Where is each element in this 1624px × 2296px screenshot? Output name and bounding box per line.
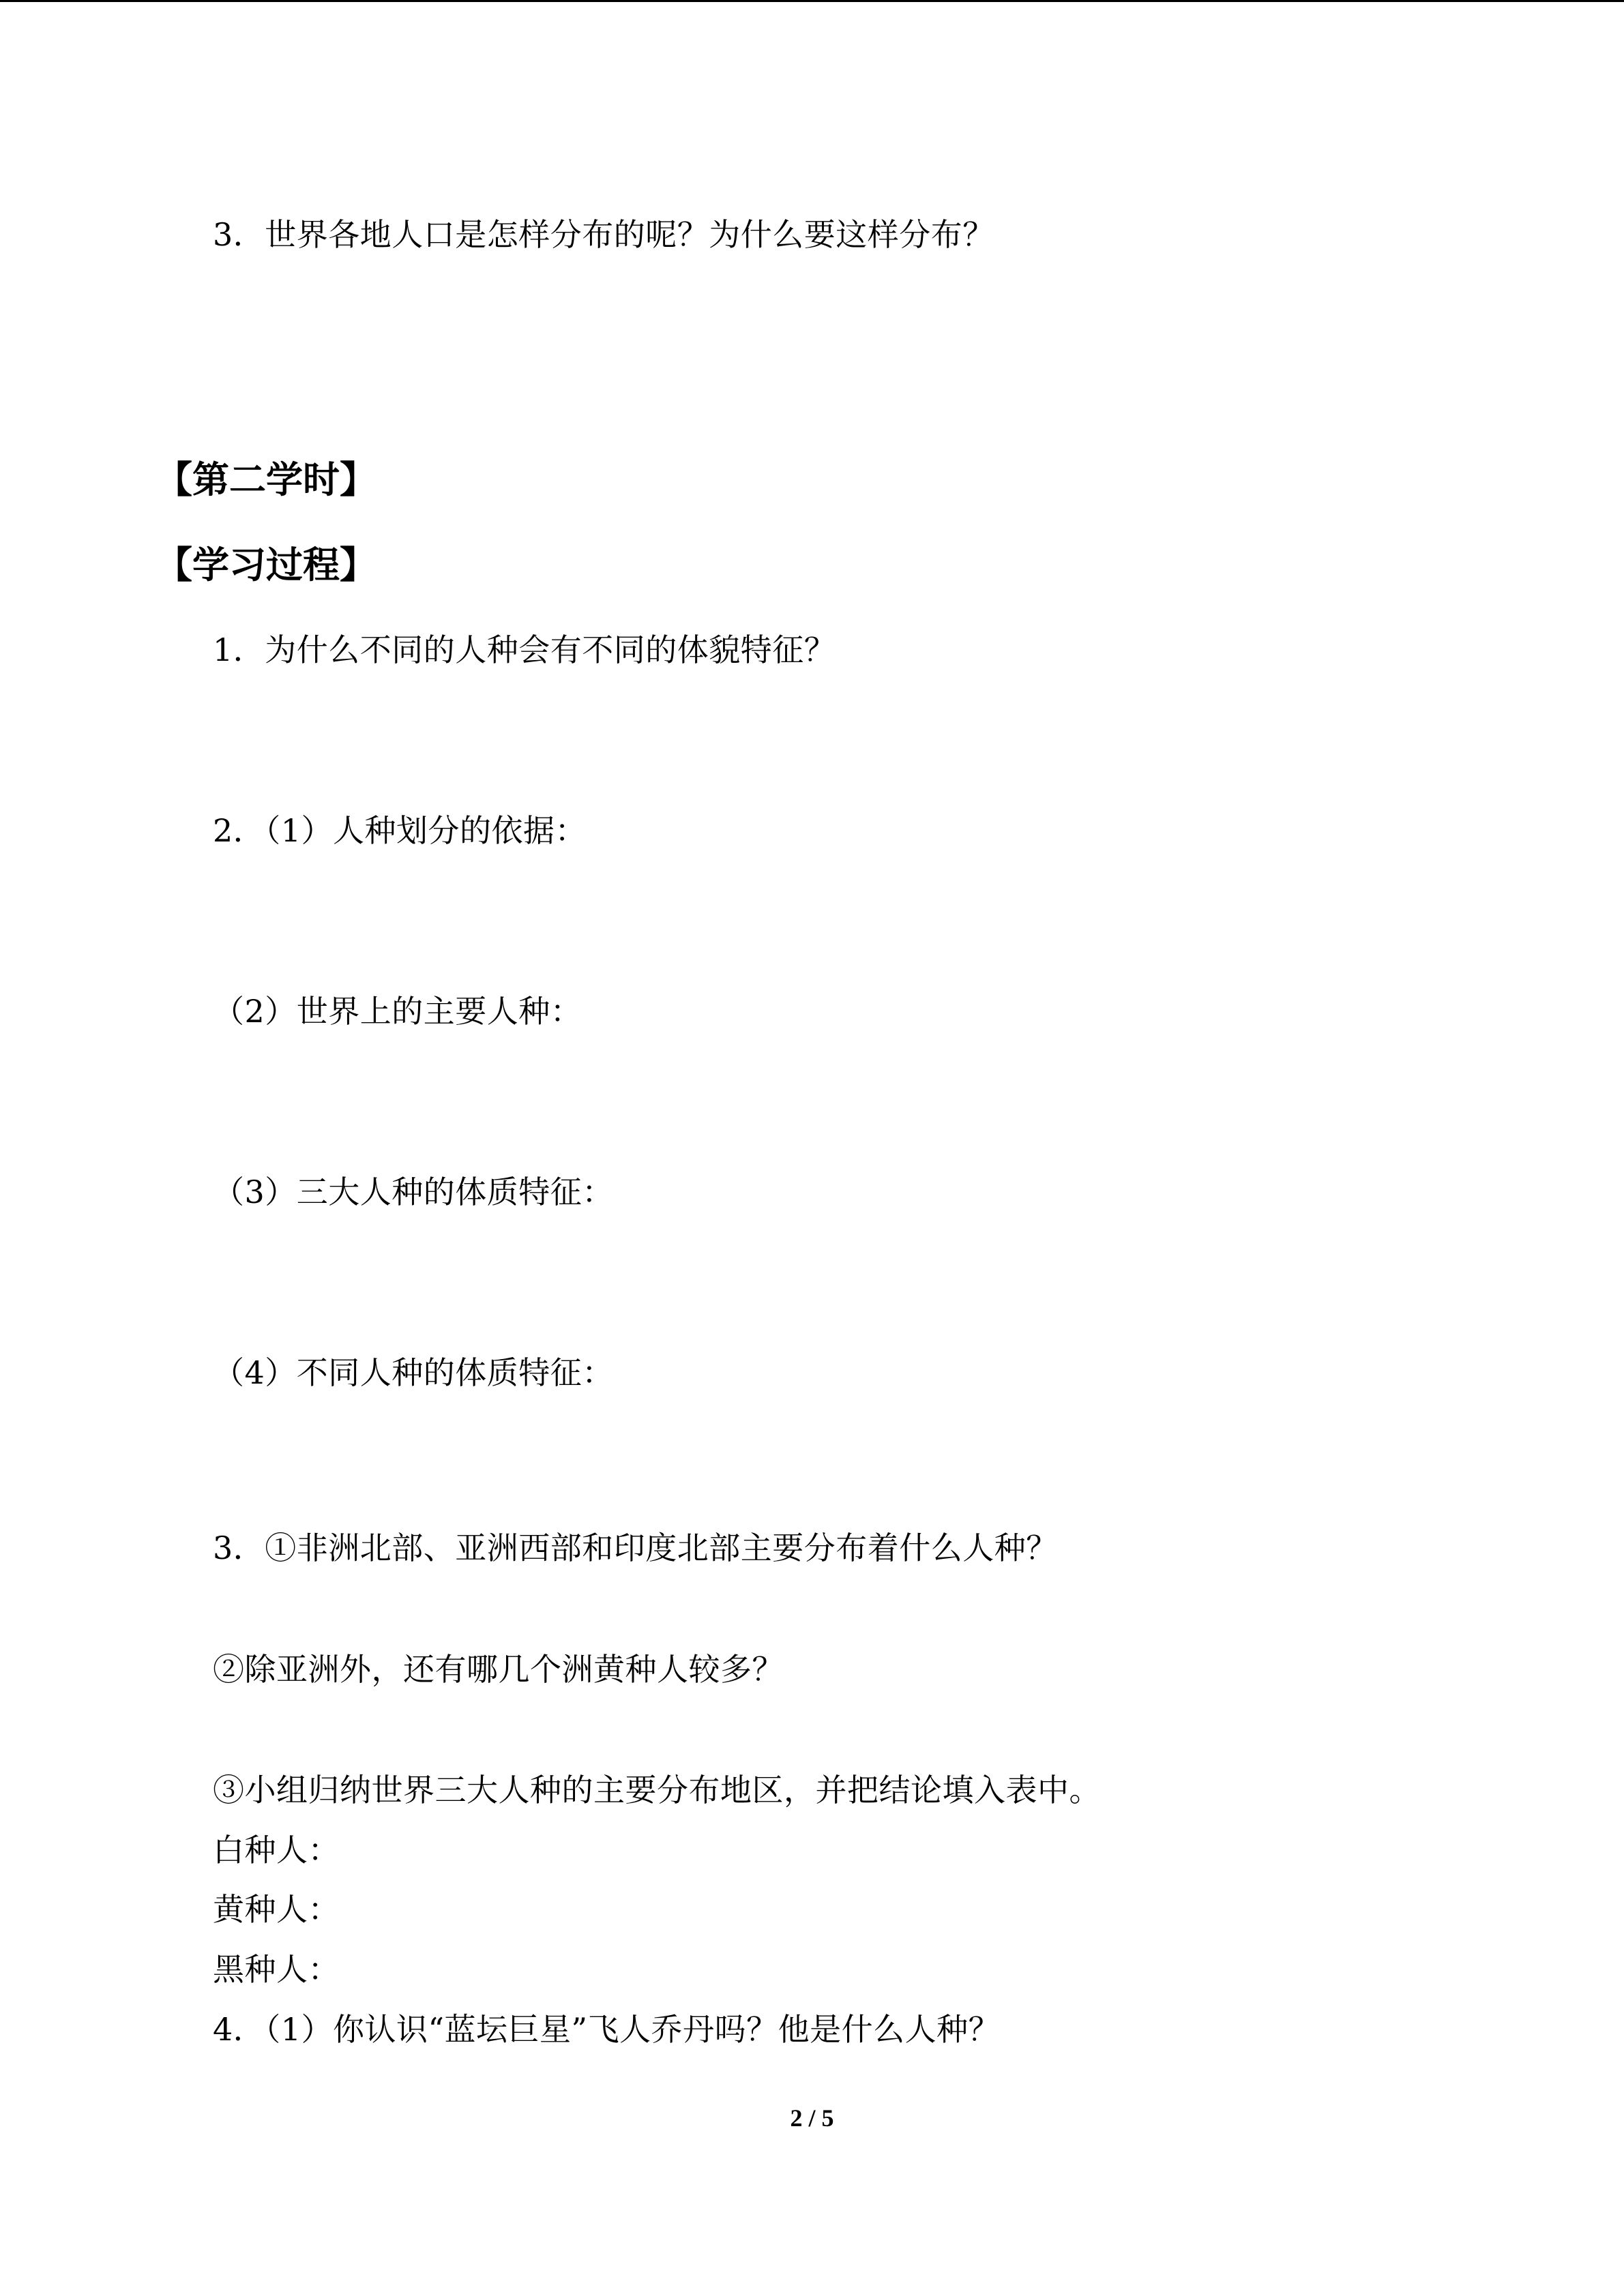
question-2-4-different-races-features: （4）不同人种的体质特征：: [213, 1354, 614, 1391]
question-3-b-yellow-race-continents: ②除亚洲外，还有哪几个洲黄种人较多？: [213, 1651, 784, 1688]
question-3-population-distribution: 3．世界各地人口是怎样分布的呢？为什么要这样分布？: [213, 216, 994, 253]
answer-label-black-race: 黑种人：: [213, 1951, 340, 1988]
section-heading-second-lesson: 【第二学时】: [156, 458, 377, 501]
answer-label-yellow-race: 黄种人：: [213, 1891, 340, 1928]
page-number: 2 / 5: [790, 2104, 834, 2132]
question-2-2-main-races: （2）世界上的主要人种：: [213, 993, 582, 1030]
top-border-rule: [0, 0, 1624, 2]
question-2-1-race-criteria: 2．（1）人种划分的依据：: [213, 812, 587, 849]
section-heading-learning-process: 【学习过程】: [156, 543, 377, 586]
question-3-a-north-africa-race: 3．①非洲北部、亚洲西部和印度北部主要分布着什么人种？: [213, 1530, 1058, 1566]
question-3-c-summarize-distribution: ③小组归纳世界三大人种的主要分布地区，并把结论填入表中。: [213, 1772, 1101, 1808]
question-2-3-three-races-features: （3）三大人种的体质特征：: [213, 1174, 614, 1210]
question-1-physical-features: 1．为什么不同的人种会有不同的体貌特征？: [213, 631, 836, 668]
answer-label-white-race: 白种人：: [213, 1832, 340, 1868]
question-4-1-jordan: 4．（1）你认识“蓝坛巨星”飞人乔丹吗？他是什么人种？: [213, 2011, 1001, 2048]
